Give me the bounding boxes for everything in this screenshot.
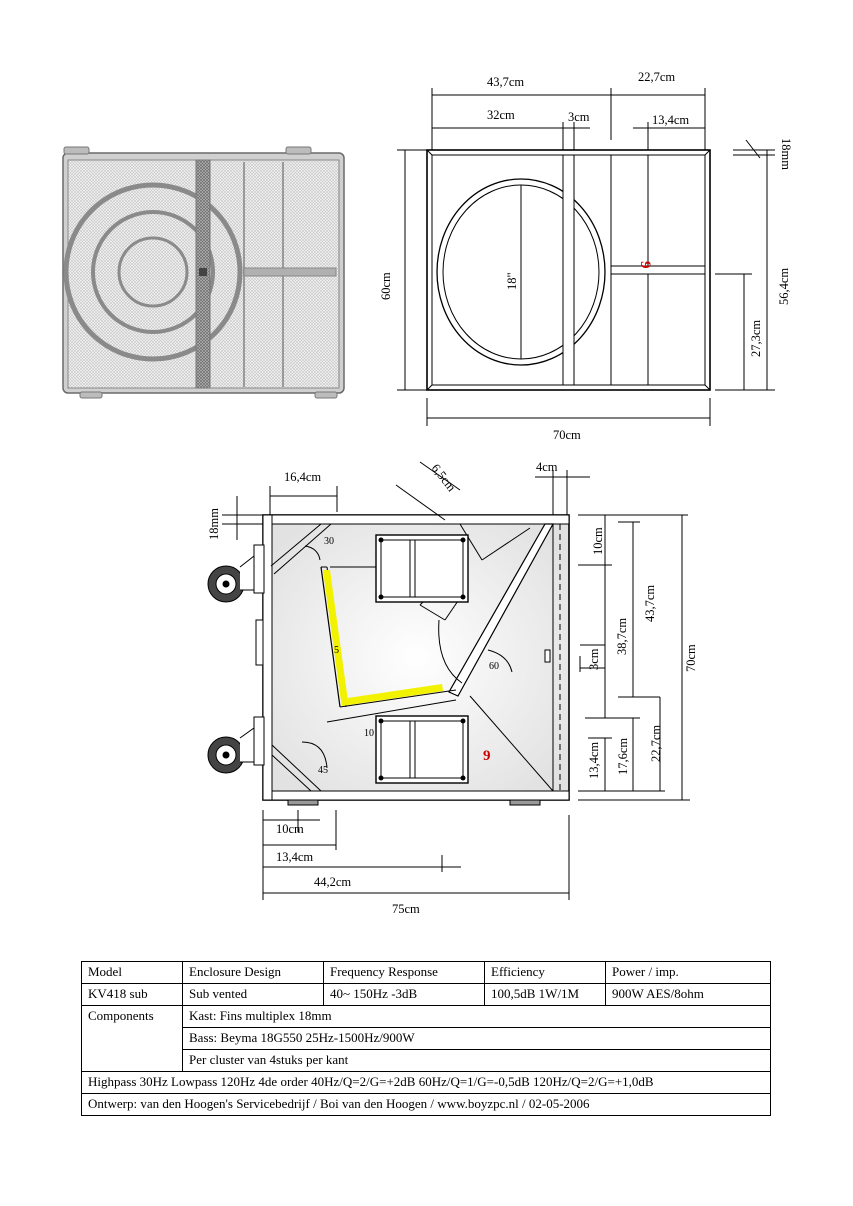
spec-values-row	[82, 984, 771, 1006]
angle-45: 45	[318, 765, 328, 776]
dim-front-32: 32cm	[487, 108, 515, 122]
power-value: 900W AES/8ohm	[606, 984, 771, 1006]
dim-side-4: 4cm	[536, 460, 558, 474]
component-row-2	[82, 1028, 771, 1050]
component-cabinet: Kast: Fins multiplex 18mm	[183, 1006, 771, 1028]
dim-side-6-5: 6,5cm	[428, 461, 459, 495]
component-cluster: Per cluster van 4stuks per kant	[183, 1050, 771, 1072]
angle-5: 5	[334, 645, 339, 656]
dim-front-13-4: 13,4cm	[652, 113, 690, 127]
component-bass: Bass: Beyma 18G550 25Hz-1500Hz/900W	[183, 1028, 771, 1050]
design-credit: Ontwerp: van den Hoogen's Servicebedrijf / Boi van den Hoogen / www.boyzpc.nl / 02-05-2006	[82, 1094, 771, 1116]
efficiency-value: 100,5dB 1W/1M	[485, 984, 606, 1006]
dim-side-10-right: 10cm	[591, 527, 605, 555]
dim-front-18mm: 18mm	[779, 138, 793, 170]
dim-front-60: 60cm	[379, 272, 393, 300]
credit-row	[82, 1094, 771, 1116]
filter-settings: Highpass 30Hz Lowpass 120Hz 4de order 40Hz/Q=2/G=+2dB 60Hz/Q=1/G=-0,5dB 120Hz/Q=2/G=+1,0dB	[82, 1072, 771, 1094]
dim-side-13-4-bottom: 13,4cm	[276, 850, 314, 864]
design-value: Sub vented	[183, 984, 324, 1006]
dim-front-22-7: 22,7cm	[638, 70, 676, 84]
dim-side-70: 70cm	[684, 644, 698, 672]
header-frequency-response: Frequency Response	[324, 962, 485, 984]
dim-side-44-2: 44,2cm	[314, 875, 352, 889]
dim-side-18mm: 18mm	[207, 508, 221, 540]
dim-side-43-7: 43,7cm	[643, 584, 657, 622]
dim-front-43-7: 43,7cm	[487, 75, 525, 89]
spec-table	[81, 961, 771, 1116]
dim-front-27-3: 27,3cm	[749, 319, 763, 357]
dim-side-10-bottom: 10cm	[276, 822, 304, 836]
dim-side-17-6: 17,6cm	[616, 737, 630, 775]
driver-size-label: 18"	[505, 272, 519, 290]
header-efficiency: Efficiency	[485, 962, 606, 984]
grille-front-picture	[63, 147, 344, 398]
spec-header-row	[82, 962, 771, 984]
port-marker-side: 9	[483, 748, 491, 764]
dim-side-13-4-right: 13,4cm	[587, 741, 601, 779]
dim-side-16-4: 16,4cm	[284, 470, 322, 484]
dim-front-3: 3cm	[568, 110, 590, 124]
dim-side-38-7: 38,7cm	[615, 617, 629, 655]
header-model: Model	[82, 962, 183, 984]
angle-60: 60	[489, 661, 499, 672]
model-value: KV418 sub	[82, 984, 183, 1006]
dim-front-56-4: 56,4cm	[777, 267, 791, 305]
header-power: Power / imp.	[606, 962, 771, 984]
component-row-3	[82, 1050, 771, 1072]
front-view	[397, 88, 775, 426]
dim-front-70: 70cm	[553, 428, 581, 442]
dim-side-22-7: 22,7cm	[649, 724, 663, 762]
components-label: Components	[82, 1006, 183, 1072]
component-row-1	[82, 1006, 771, 1028]
angle-30: 30	[324, 536, 334, 547]
frequency-value: 40~ 150Hz -3dB	[324, 984, 485, 1006]
filter-row	[82, 1072, 771, 1094]
angle-10: 10	[364, 728, 374, 739]
port-marker: 9	[637, 261, 653, 269]
header-enclosure-design: Enclosure Design	[183, 962, 324, 984]
dim-side-75: 75cm	[392, 902, 420, 916]
front-view-labels	[379, 70, 793, 442]
dim-side-3: 3cm	[587, 648, 601, 670]
